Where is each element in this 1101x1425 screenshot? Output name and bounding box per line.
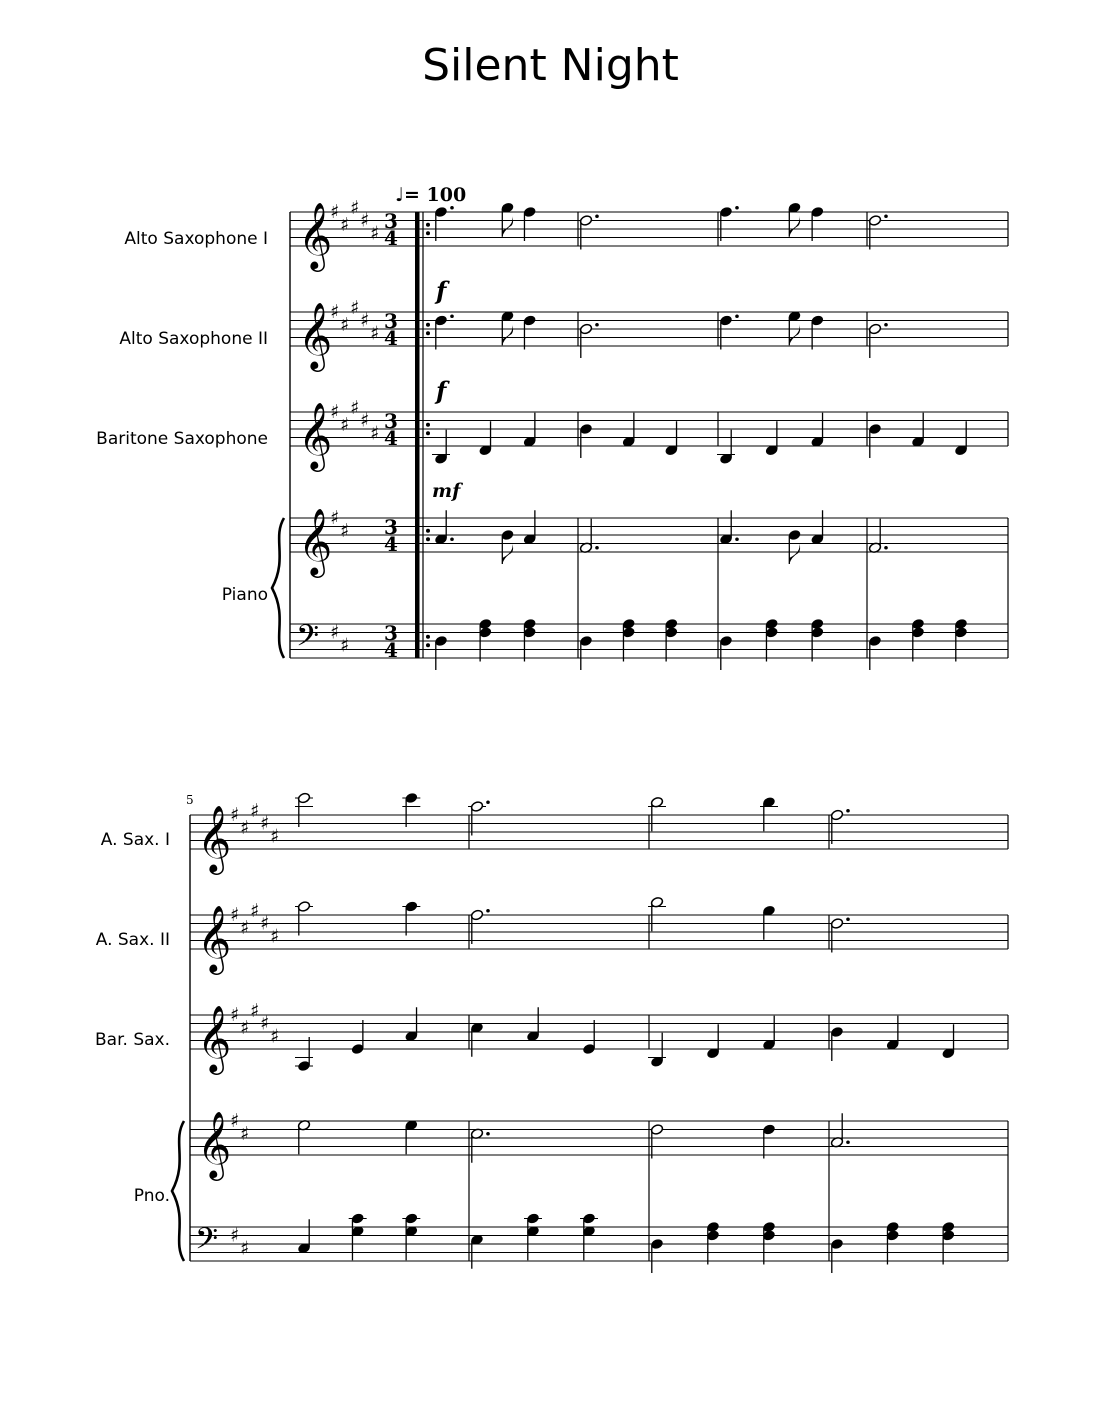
repeat-dot: [426, 635, 430, 639]
treble-clef-icon: 𝄞: [298, 201, 333, 269]
augmentation-dot: [735, 314, 739, 318]
key-signature-sharp-icon: ♯: [270, 1025, 280, 1048]
key-signature-sharp-icon: ♯: [240, 1016, 250, 1039]
treble-clef-icon: 𝄞: [298, 507, 333, 575]
key-signature-sharp-icon: ♯: [270, 825, 280, 848]
piano-brace: [172, 1121, 184, 1261]
augmentation-dot: [846, 809, 850, 813]
eighth-flag: [789, 216, 800, 237]
staff-label-alto-sax-2: Alto Saxophone II: [119, 329, 268, 349]
repeat-dot: [426, 529, 430, 533]
staff-label-alto-sax-1-short: A. Sax. I: [100, 830, 170, 850]
eighth-flag: [789, 324, 800, 345]
dynamic-alto-sax-2: f: [436, 376, 447, 405]
key-signature-sharp-icon: ♯: [270, 925, 280, 948]
key-signature-sharp-icon: ♯: [260, 1012, 270, 1035]
time-signature-top: 3: [384, 209, 398, 233]
staff-label-baritone-sax-short: Bar. Sax.: [95, 1030, 170, 1050]
treble-clef-icon: 𝄞: [298, 401, 333, 469]
augmentation-dot: [735, 206, 739, 210]
time-signature-bottom: 4: [384, 326, 398, 350]
key-signature-sharp-icon: ♯: [240, 816, 250, 839]
repeat-dot: [426, 323, 430, 327]
key-signature-sharp-icon: ♯: [250, 999, 260, 1022]
key-signature-sharp-icon: ♯: [250, 799, 260, 822]
augmentation-dot: [450, 206, 454, 210]
augmentation-dot: [595, 546, 599, 550]
time-signature-bottom: 4: [384, 532, 398, 556]
key-signature-sharp-icon: ♯: [340, 413, 350, 436]
augmentation-dot: [595, 323, 599, 327]
augmentation-dot: [595, 214, 599, 218]
time-signature-top: 3: [384, 309, 398, 333]
time-signature-bottom: 4: [384, 638, 398, 662]
key-signature-sharp-icon: ♯: [330, 621, 340, 644]
key-signature-sharp-icon: ♯: [260, 812, 270, 835]
key-signature-sharp-icon: ♯: [230, 1110, 240, 1132]
augmentation-dot: [450, 537, 454, 541]
key-signature-sharp-icon: ♯: [230, 1004, 240, 1026]
key-signature-sharp-icon: ♯: [330, 301, 340, 323]
key-signature-sharp-icon: ♯: [330, 201, 340, 223]
staff-label-piano-short: Pno.: [133, 1186, 170, 1206]
score-title: Silent Night: [422, 40, 679, 91]
repeat-dot: [426, 423, 430, 427]
key-signature-sharp-icon: ♯: [240, 1237, 250, 1260]
key-signature-sharp-icon: ♯: [360, 209, 370, 232]
treble-clef-icon: 𝄞: [197, 1004, 232, 1072]
augmentation-dot: [486, 1132, 490, 1136]
time-signature-top: 3: [384, 621, 398, 645]
staff-label-alto-sax-1: Alto Saxophone I: [124, 229, 268, 249]
key-signature-sharp-icon: ♯: [360, 309, 370, 332]
augmentation-dot: [735, 537, 739, 541]
repeat-dot: [426, 331, 430, 335]
treble-clef-icon: 𝄞: [298, 301, 333, 369]
time-signature-top: 3: [384, 515, 398, 539]
key-signature-sharp-icon: ♯: [330, 507, 340, 529]
repeat-dot: [426, 223, 430, 227]
key-signature-sharp-icon: ♯: [350, 196, 360, 219]
tempo-marking: ♩= 100: [395, 184, 467, 206]
key-signature-sharp-icon: ♯: [240, 1122, 250, 1145]
key-signature-sharp-icon: ♯: [370, 222, 380, 245]
time-signature-bottom: 4: [384, 426, 398, 450]
key-signature-sharp-icon: ♯: [340, 213, 350, 236]
augmentation-dot: [846, 917, 850, 921]
dynamic-baritone-sax: mf: [432, 480, 461, 502]
augmentation-dot: [846, 1140, 850, 1144]
treble-clef-icon: 𝄞: [197, 804, 232, 872]
repeat-dot: [426, 231, 430, 235]
augmentation-dot: [884, 214, 888, 218]
augmentation-dot: [450, 314, 454, 318]
repeat-thick-barline: [415, 212, 420, 658]
key-signature-sharp-icon: ♯: [230, 804, 240, 826]
staff-label-baritone-sax: Baritone Saxophone: [96, 429, 268, 449]
key-signature-sharp-icon: ♯: [370, 322, 380, 345]
key-signature-sharp-icon: ♯: [340, 519, 350, 542]
eighth-flag: [789, 543, 800, 564]
treble-clef-icon: 𝄞: [197, 1110, 232, 1178]
eighth-flag: [502, 216, 513, 237]
repeat-dot: [426, 643, 430, 647]
augmentation-dot: [884, 546, 888, 550]
eighth-flag: [502, 324, 513, 345]
bass-clef-icon: 𝄢: [296, 619, 320, 661]
key-signature-sharp-icon: ♯: [370, 422, 380, 445]
time-signature-top: 3: [384, 409, 398, 433]
key-signature-sharp-icon: ♯: [340, 313, 350, 336]
eighth-flag: [502, 543, 513, 564]
key-signature-sharp-icon: ♯: [230, 904, 240, 926]
repeat-dot: [426, 431, 430, 435]
key-signature-sharp-icon: ♯: [350, 296, 360, 319]
dynamic-alto-sax-1: f: [436, 276, 447, 305]
key-signature-sharp-icon: ♯: [350, 396, 360, 419]
repeat-dot: [426, 537, 430, 541]
augmentation-dot: [884, 323, 888, 327]
augmentation-dot: [486, 800, 490, 804]
piano-brace: [272, 518, 284, 658]
bass-clef-icon: 𝄢: [195, 1222, 219, 1264]
key-signature-sharp-icon: ♯: [260, 912, 270, 935]
key-signature-sharp-icon: ♯: [250, 899, 260, 922]
key-signature-sharp-icon: ♯: [360, 409, 370, 432]
key-signature-sharp-icon: ♯: [230, 1224, 240, 1247]
key-signature-sharp-icon: ♯: [330, 401, 340, 423]
time-signature-bottom: 4: [384, 226, 398, 250]
quarter-note-icon: ♩: [395, 184, 404, 206]
treble-clef-icon: 𝄞: [197, 904, 232, 972]
augmentation-dot: [486, 909, 490, 913]
staff-label-alto-sax-2-short: A. Sax. II: [95, 930, 170, 950]
staff-label-piano: Piano: [221, 585, 268, 605]
key-signature-sharp-icon: ♯: [340, 634, 350, 657]
key-signature-sharp-icon: ♯: [240, 916, 250, 939]
measure-number: 5: [186, 793, 194, 807]
